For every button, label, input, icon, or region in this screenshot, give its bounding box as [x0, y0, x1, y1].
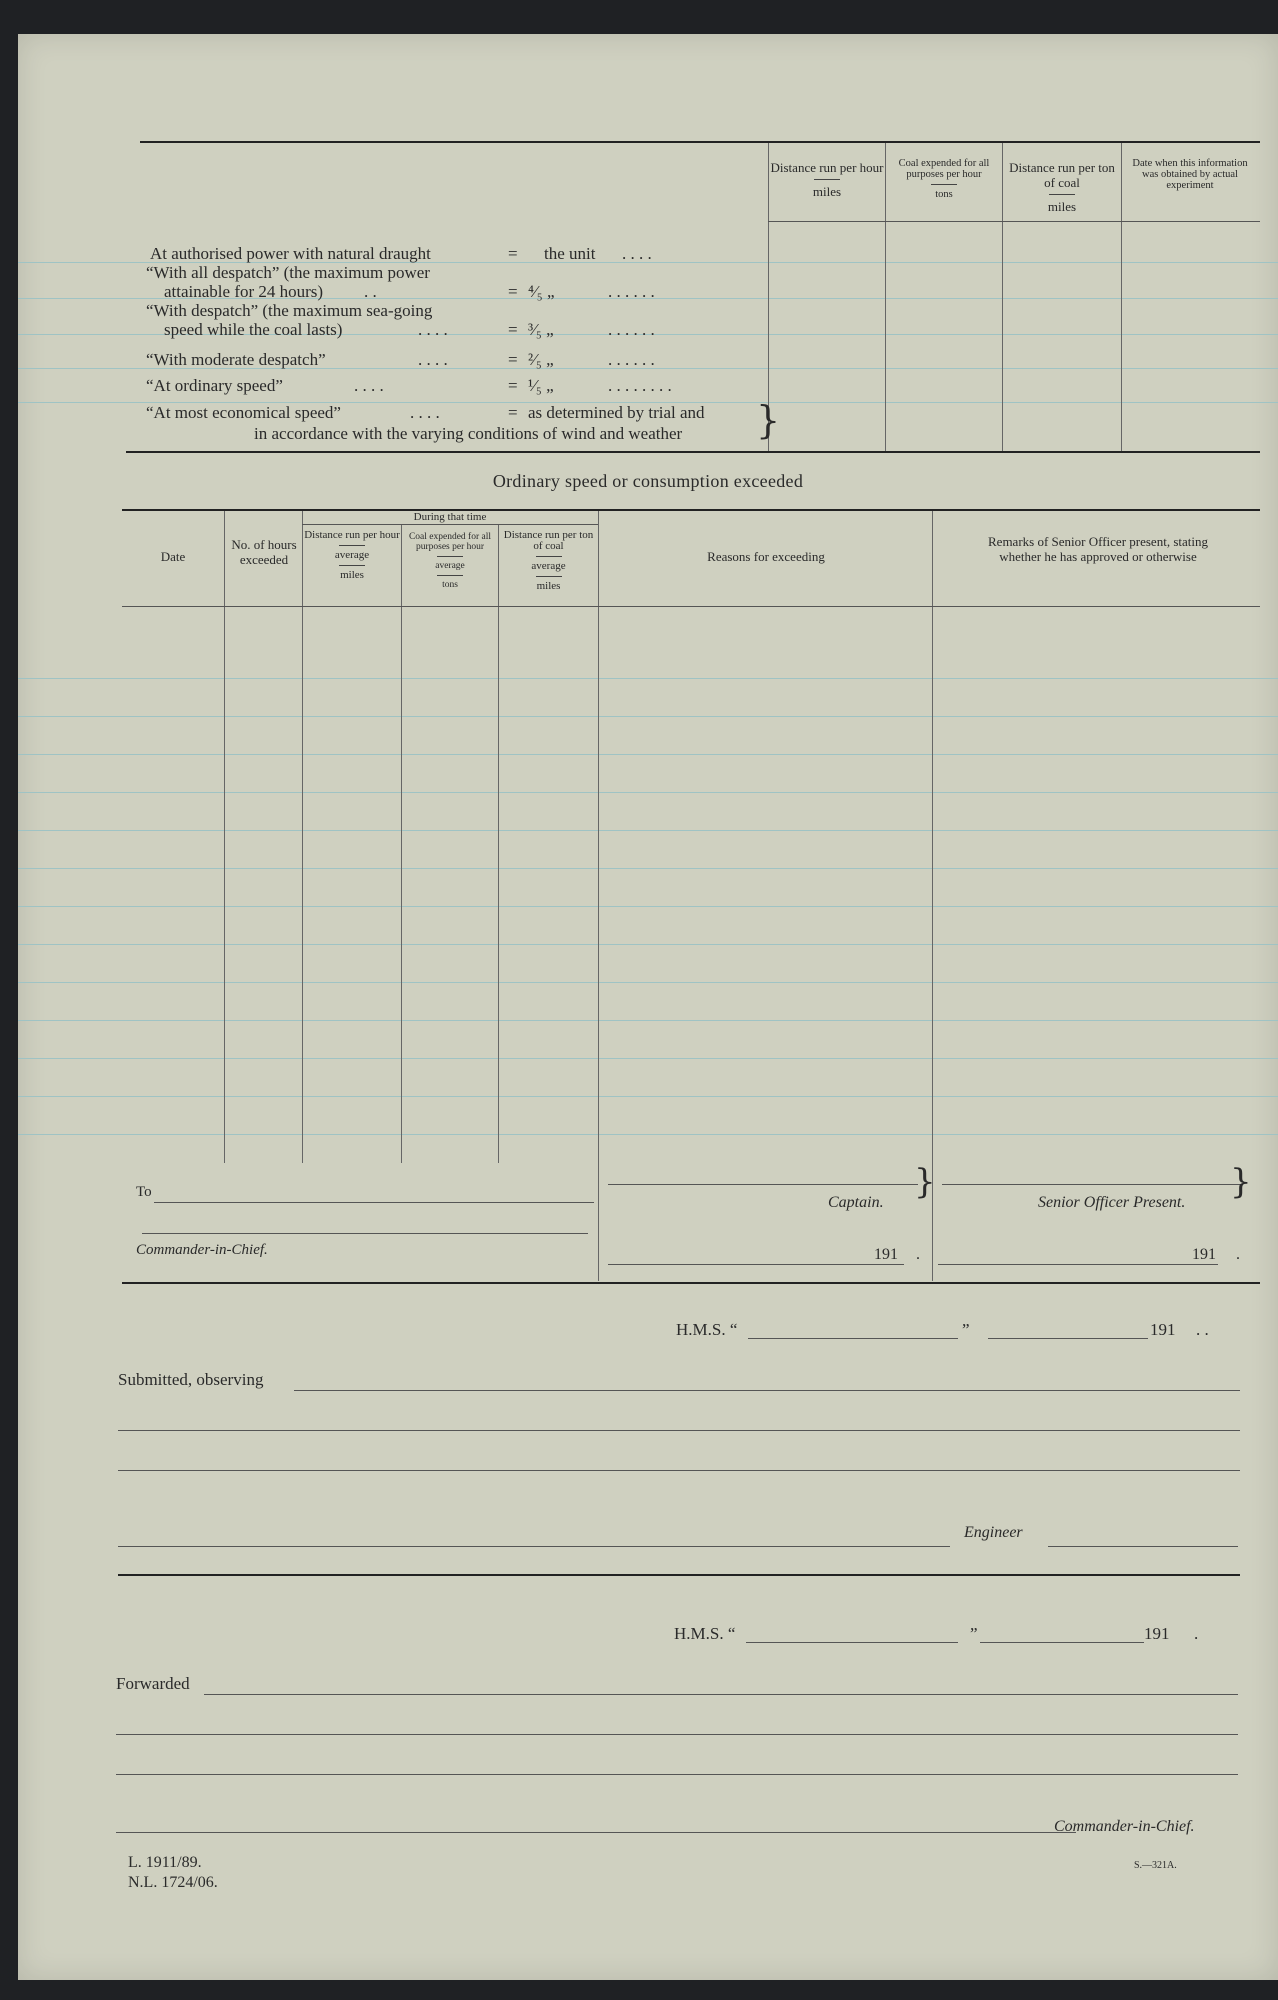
captain-signature-field[interactable]	[608, 1184, 918, 1185]
header-hours-exceeded: No. of hours exceeded	[231, 537, 297, 567]
close-quote: ”	[962, 1320, 970, 1339]
header-during-that-time: During that time	[413, 511, 487, 523]
row-dots: . . . . . .	[608, 320, 655, 339]
row-label: “With all despatch” (the maximum power	[146, 263, 430, 282]
row-dots: . . . . . . . .	[608, 376, 672, 395]
submitted-date-field[interactable]	[988, 1338, 1148, 1339]
row-label: in accordance with the varying conditions of wind and weather	[254, 424, 683, 443]
engineer-signature-field[interactable]	[1048, 1546, 1238, 1547]
row-value: ²⁄₅ „	[528, 350, 554, 369]
row-eq: =	[508, 350, 518, 369]
period: .	[1194, 1624, 1199, 1643]
to-field[interactable]	[154, 1202, 594, 1203]
row-eq: =	[508, 282, 518, 301]
forwarded-ship-name-field[interactable]	[746, 1642, 958, 1643]
row-label: “At most economical speed”	[146, 403, 341, 422]
header-reasons: Reasons for exceeding	[707, 549, 825, 564]
footer-form-number: S.—321A.	[1134, 1860, 1177, 1871]
row-dots: . . . .	[622, 244, 652, 263]
to-field-line2[interactable]	[142, 1233, 588, 1234]
close-quote: ”	[970, 1624, 978, 1643]
period: .	[916, 1246, 920, 1263]
row-label: “With despatch” (the maximum sea-going	[146, 301, 433, 320]
row-eq: =	[508, 320, 518, 339]
section-title: Ordinary speed or consumption exceeded	[492, 471, 804, 491]
captain-year: 191	[874, 1246, 898, 1263]
footer-ref-2: N.L. 1724/06.	[128, 1874, 218, 1891]
row-label: speed while the coal lasts)	[164, 320, 343, 339]
row-dots: . . . .	[418, 320, 448, 339]
forwarded-hms-label: H.M.S. “	[674, 1624, 736, 1643]
row-value: ⁴⁄₅ „	[528, 282, 555, 301]
to-label: To	[136, 1184, 152, 1200]
row-value: ³⁄₅ „	[528, 320, 554, 339]
engineer-label: Engineer	[964, 1524, 1023, 1541]
form-sheet: Distance run per hour miles Coal expended for all purposes per hour tons Distance run per ton of coal miles Date when this information was obtained by actual experiment At authorised power with natural draught = the unit . . . . “With all despatch” (the maximum power attainable for 24 hours) = ⁴⁄₅ „ . . . . . . . . “With despatch” (the maximum sea-going speed while the coal lasts) = ³⁄₅ „ . . . . . . . . . . “With moderate despatch” = ²⁄₅ „ . . . . . . . . . . “At ordinary speed” = ¹⁄₅ „ . . . . . . . . . . . . “At most economical speed” . . . . = as determined by trial and in accordance with the varying conditions of wind and weather } Ordinary speed or consumption exceeded During that time Date No. of hours exceeded Distance run per hour average miles Coal expended for all purposes per hour average tons Distance run per ton of coal average miles Reasons for exceeding Remarks of Senior Officer present, stating whether he has approved or otherwise To Commander-in-Chief. Captain. } 191 . Senior Officer Present. } 191 . H.M.S. “ ” 191 . . Submitted, observing Engineer H.M.S. “ ” 191 . Forwarded Commander-in-Chief. L. 1911/89. N.L. 1724/06. S.—321A.	[18, 34, 1278, 1980]
forwarded-line1[interactable]	[204, 1694, 1238, 1695]
signature-bottom-rule	[122, 1282, 1260, 1284]
header-exceed-dist-per-hour: Distance run per hour average miles	[304, 529, 400, 581]
top-table-bottom-rule	[126, 451, 1260, 453]
exceed-table-top-rule	[122, 509, 1260, 511]
row-eq: =	[508, 403, 518, 422]
submitted-observations-line3[interactable]	[118, 1470, 1240, 1471]
header-coal-expended: Coal expended for all purposes per hour tons	[898, 158, 990, 200]
row-dots: . . . .	[410, 403, 440, 422]
row-dots: . . . . . .	[608, 350, 655, 369]
footer-ref-1: L. 1911/89.	[128, 1854, 202, 1871]
row-label: attainable for 24 hours)	[164, 282, 324, 301]
header-exceed-dist-per-ton: Distance run per ton of coal average miles	[503, 529, 594, 592]
submitted-bottom-rule	[118, 1574, 1240, 1576]
captain-date-field[interactable]	[608, 1264, 904, 1265]
captain-label: Captain.	[828, 1194, 884, 1211]
row-label: “At ordinary speed”	[146, 376, 283, 395]
submitted-ship-name-field[interactable]	[748, 1338, 958, 1339]
senior-officer-year: 191	[1192, 1246, 1216, 1263]
row-eq: =	[508, 376, 518, 395]
senior-officer-signature-field[interactable]	[942, 1184, 1242, 1185]
row-dots: . . . .	[354, 376, 384, 395]
row-value: ¹⁄₅ „	[528, 376, 554, 395]
row-value: the unit	[544, 244, 596, 263]
period: . .	[1196, 1320, 1209, 1339]
row-dots: . . . . . .	[608, 282, 655, 301]
row-dots: . .	[364, 282, 377, 301]
submitted-observations-line1[interactable]	[294, 1390, 1240, 1391]
top-table-rule	[140, 141, 1260, 143]
row-eq: =	[508, 244, 518, 263]
submitted-year: 191	[1150, 1320, 1176, 1339]
submitted-observations-line2[interactable]	[118, 1430, 1240, 1431]
header-remarks: Remarks of Senior Officer present, stating whether he has approved or otherwise	[988, 534, 1208, 564]
header-exceed-coal: Coal expended for all purposes per hour average tons	[408, 532, 492, 590]
forwarded-label: Forwarded	[116, 1674, 190, 1693]
forwarded-date-field[interactable]	[980, 1642, 1144, 1643]
header-date-obtained: Date when this information was obtained by actual experiment	[1132, 158, 1248, 191]
submitted-label: Submitted, observing	[118, 1370, 264, 1389]
submitted-observations-line4[interactable]	[118, 1546, 950, 1547]
commander-in-chief-label: Commander-in-Chief.	[136, 1242, 268, 1258]
senior-officer-label: Senior Officer Present.	[1038, 1194, 1186, 1211]
row-value: as determined by trial and	[528, 403, 705, 422]
header-distance-run-per-hour: Distance run per hour miles	[770, 160, 884, 199]
header-distance-per-ton: Distance run per ton of coal miles	[1009, 160, 1115, 214]
senior-officer-date-field[interactable]	[938, 1264, 1218, 1265]
header-date: Date	[160, 549, 186, 564]
forwarded-year: 191	[1144, 1624, 1170, 1643]
row-label: “With moderate despatch”	[146, 350, 326, 369]
submitted-hms-label: H.M.S. “	[676, 1320, 738, 1339]
period: .	[1236, 1246, 1240, 1263]
row-dots: . . . .	[418, 350, 448, 369]
forwarded-line2[interactable]	[116, 1734, 1238, 1735]
row-label: At authorised power with natural draught	[150, 244, 431, 263]
forwarded-commander-label: Commander-in-Chief.	[1054, 1818, 1195, 1835]
forwarded-line4[interactable]	[116, 1832, 1076, 1833]
forwarded-line3[interactable]	[116, 1774, 1238, 1775]
